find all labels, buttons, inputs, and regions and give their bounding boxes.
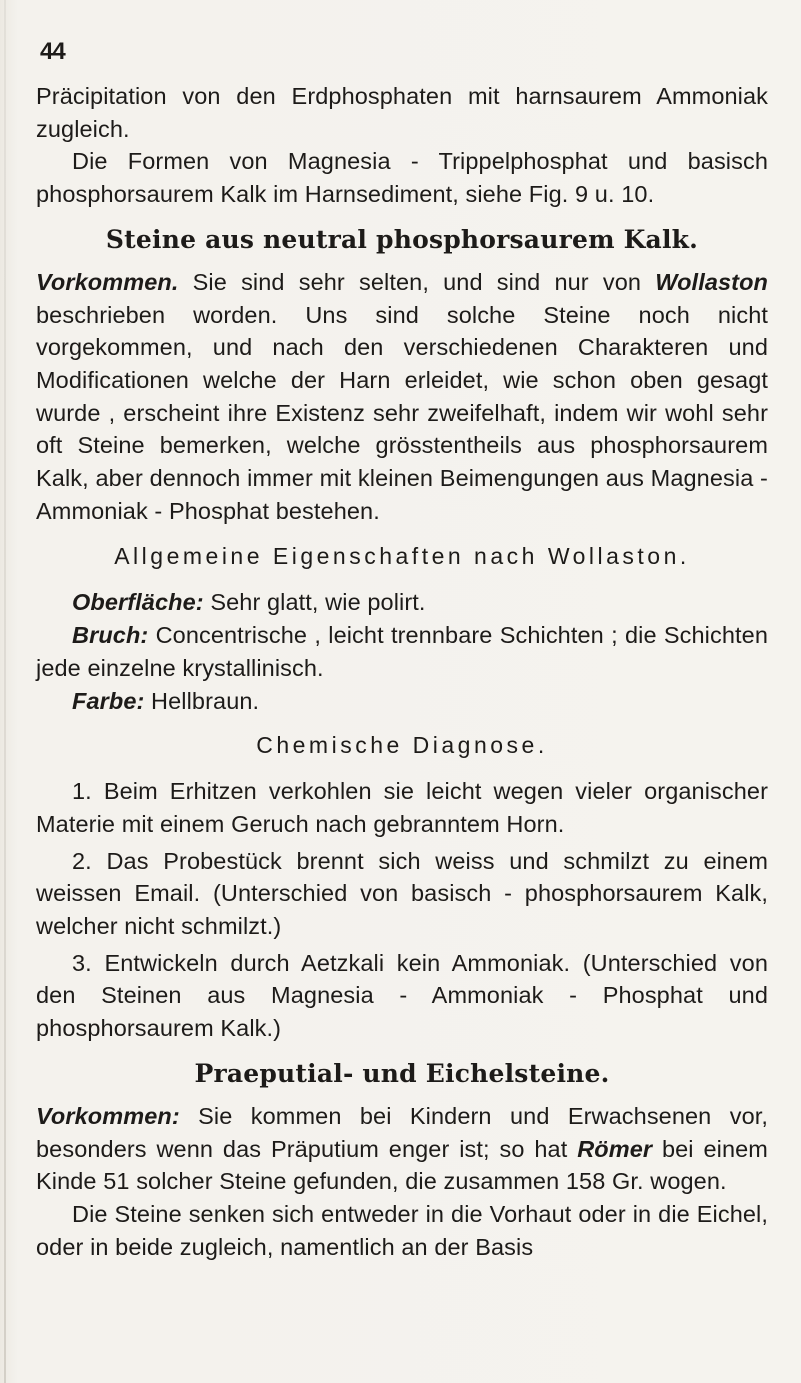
occurrence-text-start: Sie sind sehr selten, und sind nur von: [178, 268, 656, 295]
diagnosis-item-1: 1. Beim Erhitzen verkohlen sie leicht wegen vieler organischer Materie mit einem Geruch nach gebranntem Horn.: [36, 778, 768, 837]
page-number: 44: [40, 38, 65, 65]
preputial-occurrence-text-rest: bei einem Kinde 51 solcher Steine gefunden, die zusammen 158 Gr. wogen.: [36, 1135, 768, 1195]
section-heading-neutral-phosphate-stones: Steine aus neutral phosphorsaurem Kalk.: [105, 224, 699, 254]
occurrence-label: Vorkommen.: [36, 268, 179, 295]
forms-paragraph: Die Formen von Magnesia - Trippelphosphat und basisch phosphorsaurem Kalk im Harnsediment, siehe Fig. 9 u. 10.: [36, 148, 768, 208]
preputial-occurrence-text-start: Sie kommen bei Kindern und Erwachsenen vor, besonders wenn das Präputium enger ist; so hat: [36, 1102, 768, 1162]
color-text: Hellbraun.: [144, 687, 260, 714]
color-property: [36, 685, 768, 718]
surface-property: [36, 586, 768, 619]
author-roemer: Römer: [577, 1135, 653, 1162]
preputial-occurrence-label: Vorkommen:: [36, 1102, 180, 1129]
author-wollaston: Wollaston: [655, 268, 768, 295]
diagnosis-item-3: 3. Entwickeln durch Aetzkali kein Ammoniak. (Unterschied von den Steinen aus Magnesia - Ammoniak - Phosphat und phosphorsaurem Kalk.): [36, 949, 768, 1042]
fracture-text: Concentrische , leicht trennbare Schichten ; die Schichten jede einzelne krystallinisch.: [36, 622, 768, 681]
diagnosis-item-2: 2. Das Probestück brennt sich weiss und schmilzt zu einem weissen Email. (Unterschied von basisch - phosphorsaurem Kalk, welcher nicht schmilzt.): [36, 847, 768, 940]
subheading-chemical-diagnosis: Chemische Diagnose.: [256, 732, 548, 759]
occurrence-paragraph: [36, 266, 768, 528]
fracture-label: Bruch:: [72, 622, 149, 649]
page-text: [36, 80, 768, 1263]
subheading-general-properties: Allgemeine Eigenschaften nach Wollaston.: [114, 543, 690, 570]
page-gutter-shadow: [4, 0, 6, 1383]
continuation-paragraph: Präcipitation von den Erdphosphaten mit harnsaurem Ammoniak zugleich.: [36, 83, 768, 142]
section-heading-preputial-stones: Praeputial- und Eichelsteine.: [194, 1058, 610, 1088]
surface-label: Oberfläche:: [72, 589, 204, 616]
surface-text: Sehr glatt, wie polirt.: [203, 589, 426, 616]
fracture-property: [36, 619, 768, 684]
preputial-occurrence-paragraph: [36, 1100, 768, 1198]
color-label: Farbe:: [72, 687, 145, 714]
occurrence-text-rest: beschrieben worden. Uns sind solche Steine noch nicht vorgekommen, und nach den verschiedenen Charakteren und Modificationen welche der Harn erleidet, wie schon oben gesagt wurde , erscheint ihre Existenz sehr zweifelhaft, indem wir wohl sehr oft Steine bemerken, welche grösstentheils aus phosphorsaurem Kalk, aber dennoch immer mit kleinen Beimengungen aus Magnesia - Ammoniak - Phosphat bestehen.: [36, 301, 768, 524]
final-paragraph: Die Steine senken sich entweder in die Vorhaut oder in die Eichel, oder in beide zugleich, namentlich an der Basis: [36, 1200, 768, 1260]
